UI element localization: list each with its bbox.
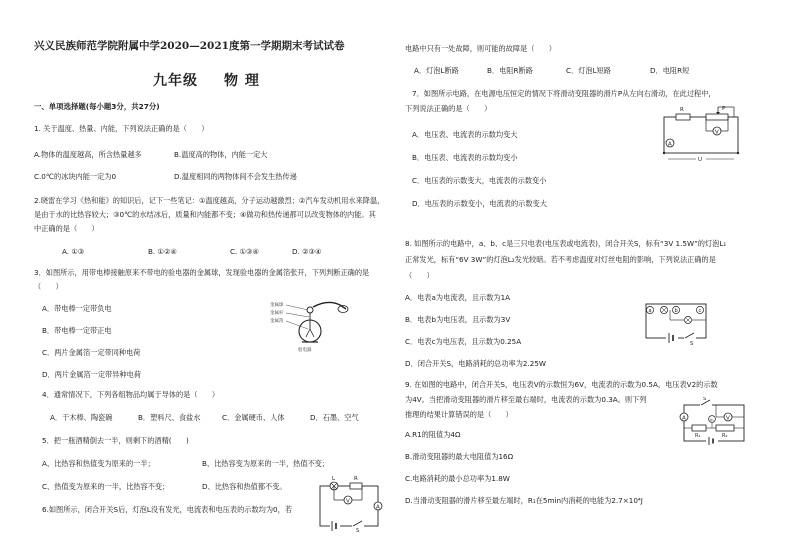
- q9-option-b: B.滑动变阻器的最大电阻值为16Ω: [405, 452, 514, 461]
- q2-line3: 中正确的是（ ）: [34, 224, 99, 233]
- q4-option-b: B．塑料尺、食盐水: [138, 413, 201, 422]
- q6-option-d: D．电阻R短: [650, 66, 690, 75]
- q6-label-R: R: [354, 476, 358, 482]
- q9-line2: 为4V。当把滑动变阻器的滑片移至最右端时，电流表的示数为0.3A。则下列: [405, 395, 647, 404]
- q6-option-c: C．灯泡L短路: [566, 66, 611, 75]
- q8-label-b: b: [674, 308, 678, 314]
- q2-option-c: C. ①③④: [230, 247, 259, 256]
- q8-label-c: c: [698, 308, 702, 314]
- electroscope-figure: [268, 297, 358, 355]
- q6-label-L: L: [332, 476, 336, 482]
- q6-stem: 6.如图所示，闭合开关S后，灯泡L没有发光，电流表和电压表的示数均为0，若: [42, 505, 293, 514]
- q2-option-d: D. ②③④: [292, 247, 322, 256]
- q3-option-c: C．两片金属箔一定带同种电荷: [42, 348, 141, 357]
- q5-option-c: C、热值变为原来的一半，比热容不变；: [42, 482, 170, 491]
- q8-line1: 8. 如图所示的电路中，a、b、c是三只电表(电压表或电流表)，闭合开关S，标有“3V 1.5W”的灯泡L₁: [405, 239, 727, 248]
- q6-option-b: B．电阻R断路: [487, 66, 533, 75]
- q9-label-R1: R₁: [695, 433, 701, 439]
- q5-option-b: B、比热容变为原来的一半，热值不变；: [202, 459, 330, 468]
- q7-option-d: D．电压表的示数变小，电流表的示数变大: [412, 199, 547, 208]
- q8-option-c: C．电表c为电压表，且示数为0.25A: [405, 337, 522, 346]
- q7-line1: 7．如图所示电路，在电源电压恒定的情况下将滑动变阻器的滑片P从左向右滑动，在此过程中，: [412, 89, 716, 98]
- q4-stem: 4．通常情况下，下列各组物品均属于导体的是（ ）: [42, 390, 220, 399]
- q7-label-R: R: [680, 107, 684, 113]
- q9-line1: 9. 在如图的电路中，闭合开关S，电压表V的示数恒为6V，电流表的示数为0.5A，电压表V2的示数: [405, 380, 718, 389]
- q2-line1: 2.晓雷在学习《热和能》的知识后，记下一些笔记：①温度越高，分子运动越激烈；②汽车发动机用水来降温，: [34, 196, 385, 205]
- fig-caption: 验电器: [298, 348, 312, 353]
- q8-option-d: D．闭合开关S，电路消耗的总功率为2.25W: [405, 359, 547, 368]
- q6-circuit-figure: [312, 476, 386, 532]
- q5-option-a: A、比热容和热值变为原来的一半；: [42, 459, 155, 468]
- q9-option-a: A.R1的阻值为4Ω: [405, 430, 461, 439]
- q8-option-b: B．电表b为电压表，且示数为3V: [405, 315, 511, 324]
- q5-option-d: D、比热容和热值都不变。: [202, 482, 287, 491]
- q9-label-V2: V₂: [709, 417, 714, 422]
- exam-title: 兴义民族师范学院附属中学2020—2021度第一学期期末考试试卷: [34, 40, 345, 52]
- q7-label-U: U: [698, 157, 703, 163]
- q4-option-d: D．石墨、空气: [310, 413, 359, 422]
- section-heading: 一、单项选择题(每小题3分，共27分): [34, 102, 160, 111]
- q9-label-S: S: [703, 397, 707, 402]
- q9-option-c: C.电路消耗的最小总功率为1.8W: [405, 474, 510, 483]
- q6-option-a: A．灯泡L断路: [414, 66, 459, 75]
- q5-stem: 5．把一瓶酒精倒去一半，则剩下的酒精( ): [42, 436, 189, 445]
- q9-label-R2: R₂: [722, 433, 728, 439]
- q7-option-a: A．电压表、电流表的示数均变大: [412, 130, 518, 139]
- q1-option-c: C.0℃的冰块内能一定为0: [34, 172, 117, 181]
- subject-label: 物 理: [224, 73, 260, 89]
- q8-line2: 正常发光，标有“6V 3W”的灯泡L₂发光较暗。若不考虑温度对灯丝电阻的影响，下列说法正确的是: [405, 255, 716, 264]
- q3-option-d: D．两片金属箔一定带异种电荷: [42, 370, 141, 379]
- q2-option-b: B. ①②④: [148, 247, 177, 256]
- q8-circuit-figure: [640, 296, 714, 346]
- q6-label-S: S: [356, 528, 360, 532]
- q6-label-V: V: [346, 498, 350, 505]
- q3-line2: （ ）: [34, 282, 63, 291]
- q7-label-V: V: [715, 129, 719, 136]
- fig-label-foil: 金属箔: [270, 319, 284, 324]
- q7-line2: 下列说法正确的是（ ）: [405, 104, 492, 113]
- q8-label-a: a: [648, 308, 652, 314]
- fig-label-ball: 金属球: [270, 303, 284, 308]
- q1-stem: 1. 关于温度、热量、内能，下列说法正确的是（ ）: [34, 124, 209, 133]
- grade-label: 九年级: [153, 73, 198, 89]
- q9-label-V: V: [726, 415, 730, 422]
- q6-continued: 电路中只有一处故障，则可能的故障是（ ）: [405, 44, 556, 53]
- q4-option-c: C．金属硬币、人体: [222, 413, 285, 422]
- q9-label-A: A: [682, 415, 686, 422]
- fig-label-rod: 金属杆: [270, 311, 284, 316]
- q1-option-d: D.温度相同的两物体间不会发生热传递: [174, 172, 297, 181]
- q7-option-b: B．电压表、电流表的示数均变小: [412, 153, 518, 162]
- q2-option-a: A. ①③: [62, 247, 85, 256]
- q2-line2: 是由于水的比热容较大；③0℃的水结冰后，质量和内能都不变；④做功和热传递都可以改变物体的内能。其: [34, 210, 376, 219]
- q9-circuit-figure: [676, 397, 752, 447]
- q9-line3: 推理的结果计算错误的是（ ）: [405, 410, 513, 419]
- q9-option-d: D.当滑动变阻器的滑片移至最左端时，R₁在5min内消耗的电能为2.7×10⁴J: [405, 496, 643, 505]
- q7-option-c: C．电压表的示数变大，电流表的示数变小: [412, 176, 547, 185]
- q3-line1: 3．如图所示，用带电棒接触原来不带电的验电器的金属球，发现验电器的金属箔张开，下列判断正确的是: [34, 268, 370, 277]
- q3-option-a: A．带电棒一定带负电: [42, 304, 112, 313]
- q1-option-a: A.物体的温度越高，所含热量越多: [34, 150, 142, 159]
- q8-line3: （ ）: [405, 271, 434, 280]
- q3-option-b: B．带电棒一定带正电: [42, 326, 112, 335]
- q7-circuit-figure: [656, 103, 748, 167]
- q7-label-A: A: [668, 141, 672, 148]
- q8-label-S: S: [690, 341, 694, 346]
- q1-option-b: B.温度高的物体，内能一定大: [174, 150, 268, 159]
- q4-option-a: A．干木棒、陶瓷碗: [50, 413, 113, 422]
- q7-label-P: P: [722, 106, 726, 112]
- q6-label-A: A: [376, 504, 380, 511]
- q8-option-a: A．电表a为电流表，且示数为1A: [405, 293, 511, 302]
